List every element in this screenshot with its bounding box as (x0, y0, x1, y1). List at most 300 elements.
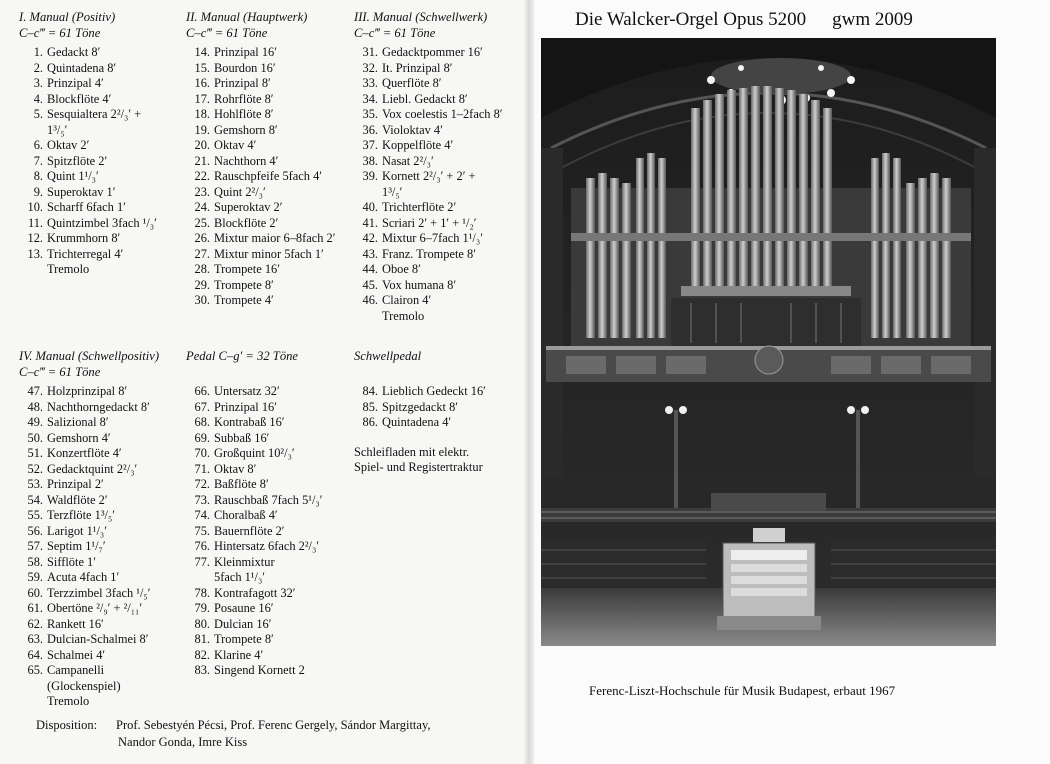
schwellpedal-column (354, 348, 486, 476)
stop-name: Acuta 4fach 1′ (47, 570, 120, 584)
stop-row (354, 231, 503, 247)
stop-number: 65. (27, 663, 43, 677)
stop-name: Septim 1¹/₇′ (47, 539, 106, 553)
stop-row (354, 200, 503, 216)
stop-name: Rauschpfeife 5fach 4′ (214, 169, 322, 183)
stop-row (19, 231, 157, 247)
stop-number: 12. (27, 231, 43, 245)
stop-number: 60. (27, 585, 43, 600)
stop-name: Untersatz 32′ (214, 384, 280, 398)
stop-name: Konzertflöte 4′ (47, 446, 122, 460)
stop-name: Großquint 10²/₃′ (214, 446, 295, 460)
stop-number (354, 185, 382, 201)
stop-name: Trompete 4′ (214, 293, 274, 307)
stop-name: Prinzipal 4′ (47, 76, 104, 90)
stop-name: 1³/₅′ (382, 184, 403, 199)
stop-row (19, 555, 159, 571)
stop-name: Dulcian-Schalmei 8′ (47, 632, 149, 646)
stop-number: 50. (27, 430, 43, 445)
stop-name: Rauschbaß 7fach 5¹/₃′ (214, 492, 323, 507)
stop-name: Gemshorn 4′ (47, 430, 111, 445)
stop-name: Krummhorn 8′ (47, 231, 121, 245)
stop-name: Terzzimbel 3fach ¹/₅′ (47, 585, 151, 600)
stop-name: Mixtur maior 6–8fach 2′ (214, 231, 336, 245)
stop-name: Baßflöte 8′ (214, 477, 269, 491)
stop-row (354, 123, 503, 139)
stop-number: 45. (362, 277, 378, 292)
stop-row (186, 61, 335, 77)
stop-name: Hohlflöte 8′ (214, 107, 274, 121)
stop-row (186, 247, 335, 263)
stop-row (19, 384, 159, 400)
stop-name: Trichterregal 4′ (47, 246, 124, 261)
stop-number: 75. (194, 523, 210, 538)
stop-number: 76. (194, 539, 210, 553)
stop-row (186, 632, 322, 648)
stop-row (354, 138, 503, 154)
stop-number: 78. (194, 585, 210, 600)
stop-row (186, 169, 335, 185)
stop-row (19, 570, 159, 586)
stop-row (186, 107, 335, 123)
stop-name: Superoktav 2′ (214, 200, 283, 214)
stop-name: Scriari 2′ + 1′ + ¹/₂′ (382, 215, 477, 230)
stop-number: 30. (194, 293, 210, 307)
stop-row (186, 76, 335, 92)
stop-number: 13. (27, 246, 43, 261)
stop-name: Salizional 8′ (47, 415, 109, 429)
stop-row (354, 247, 503, 263)
stop-row (186, 431, 322, 447)
stop-name: Kontrafagott 32′ (214, 585, 296, 600)
stop-name: Koppelflöte 4′ (382, 138, 454, 152)
schwellpedal-stops (354, 384, 486, 431)
stop-number: 47. (27, 384, 43, 398)
stop-name: Sifflöte 1′ (47, 554, 96, 569)
stop-number: 53. (27, 477, 43, 491)
stop-row (19, 679, 159, 695)
stop-number: 14. (194, 45, 210, 59)
stop-name: Mixtur 6–7fach 1¹/₃′ (382, 231, 483, 245)
stop-number: 34. (362, 91, 378, 106)
stop-row (19, 477, 159, 493)
stop-row (186, 539, 322, 555)
stop-row (186, 92, 335, 108)
stop-number (186, 570, 214, 586)
stop-row (19, 648, 159, 664)
stop-number: 68. (194, 415, 210, 429)
stop-row (354, 92, 503, 108)
stop-name: Gemshorn 8′ (214, 122, 278, 137)
stop-name: Oktav 8′ (214, 461, 257, 476)
stop-number: 4. (33, 91, 43, 106)
title-main: Die Walcker-Orgel Opus 5200 (575, 9, 807, 30)
stop-row (19, 107, 157, 123)
traktur-note-line2: Spiel- und Registertraktur (354, 460, 483, 474)
stop-row (186, 570, 322, 586)
stop-number: 66. (194, 384, 210, 398)
photo-caption: Ferenc-Liszt-Hochschule für Musik Budapest, erbaut 1967 (589, 683, 896, 698)
stop-number: 17. (194, 91, 210, 106)
stop-number: 19. (194, 122, 210, 137)
stop-number: 22. (194, 169, 210, 183)
stop-name: Obertöne ²/₉′ + ²/₁₁′ (47, 601, 143, 615)
stop-name: Vox humana 8′ (382, 277, 457, 292)
stop-number: 52. (27, 461, 43, 476)
stop-row (19, 431, 159, 447)
stop-row (19, 663, 159, 679)
stop-number: 55. (27, 508, 43, 522)
stop-row (19, 138, 157, 154)
stop-number: 40. (362, 200, 378, 214)
manual-4-column (19, 348, 159, 710)
stop-name: Sesquialtera 2²/₃′ + (47, 107, 142, 121)
stop-name: Quint 2²/₃′ (214, 184, 266, 199)
stop-number: 63. (27, 632, 43, 646)
stop-number: 39. (362, 169, 378, 183)
stop-name: 5fach 1¹/₃′ (214, 570, 265, 584)
stop-number: 71. (194, 461, 210, 476)
manual-1-range: C–c‴ = 61 Töne (19, 26, 101, 40)
stop-number: 74. (194, 508, 210, 522)
stop-name: Nasat 2²/₃′ (382, 153, 434, 168)
stop-number: 10. (27, 200, 43, 214)
manual-4-stops (19, 384, 159, 710)
stop-row (186, 617, 322, 633)
stop-number: 9. (33, 184, 43, 199)
stop-name: Nachthorn 4′ (214, 153, 279, 168)
stop-name: Gedackt 8′ (47, 45, 101, 59)
stop-number: 28. (194, 262, 210, 276)
stop-number: 20. (194, 138, 210, 152)
stop-name: Liebl. Gedackt 8′ (382, 91, 468, 106)
stop-row (186, 446, 322, 462)
stop-name: Gedacktpommer 16′ (382, 45, 483, 59)
stop-name: Rankett 16′ (47, 616, 104, 631)
stop-number: 42. (362, 231, 378, 245)
pedal-title: Pedal C–g′ = 32 Töne (186, 349, 298, 363)
stop-row (19, 694, 159, 710)
stop-row (19, 462, 159, 478)
stop-number: 69. (194, 430, 210, 445)
stop-number: 67. (194, 399, 210, 414)
stop-name: Prinzipal 2′ (47, 477, 104, 491)
stop-row (19, 92, 157, 108)
stop-name: Posaune 16′ (214, 601, 274, 615)
stop-name: Blockflöte 4′ (47, 91, 112, 106)
stop-number: 79. (194, 601, 210, 615)
stop-row (19, 61, 157, 77)
stop-row (186, 231, 335, 247)
stop-number: 56. (27, 523, 43, 538)
stop-name: Vox coelestis 1–2fach 8′ (382, 107, 503, 121)
stop-number: 2. (33, 60, 43, 75)
stop-number: 15. (194, 60, 210, 75)
pedal-column (186, 348, 322, 679)
stop-row (354, 278, 503, 294)
pedal-stops (186, 384, 322, 679)
stop-number: 81. (194, 632, 210, 646)
stop-number: 29. (194, 277, 210, 292)
stop-name: Prinzipal 16′ (214, 399, 277, 414)
stop-number: 82. (194, 647, 210, 662)
stop-row (186, 508, 322, 524)
stop-name: Quintadena 4′ (382, 415, 452, 429)
stop-row (186, 216, 335, 232)
stop-row (186, 278, 335, 294)
stop-number: 21. (194, 153, 210, 168)
stop-number: 7. (33, 153, 43, 168)
stop-row (19, 262, 157, 278)
stop-name: Scharff 6fach 1′ (47, 200, 126, 214)
stop-name: 1³/₅′ (47, 122, 68, 137)
stop-name: Clairon 4′ (382, 293, 432, 307)
stop-name: Bourdon 16′ (214, 60, 276, 75)
stop-number: 26. (194, 231, 210, 245)
stop-number: 18. (194, 107, 210, 121)
stop-row (354, 415, 486, 431)
stop-name: Prinzipal 16′ (214, 45, 277, 59)
stop-name: Spitzgedackt 8′ (382, 399, 459, 414)
stop-name: Trichterflöte 2′ (382, 200, 457, 214)
page-fold (524, 0, 534, 764)
stop-name: It. Prinzipal 8′ (382, 60, 453, 75)
manual-1-stops (19, 45, 157, 278)
stop-name: (Glockenspiel) (47, 678, 121, 693)
stop-number: 62. (27, 616, 43, 631)
stop-row (354, 61, 503, 77)
stop-row (186, 601, 322, 617)
stop-number: 54. (27, 492, 43, 507)
title-gwm: gwm 2009 (832, 9, 913, 30)
stop-name: Lieblich Gedeckt 16′ (382, 384, 486, 398)
stop-row (186, 185, 335, 201)
manual-1-title: I. Manual (Positiv) (19, 10, 116, 24)
stop-row (19, 601, 159, 617)
stop-name: Gedacktquint 2²/₃′ (47, 461, 138, 476)
disposition-label: Disposition: (36, 718, 98, 732)
stop-number: 61. (27, 601, 43, 615)
stop-row (186, 123, 335, 139)
stop-name: Holzprinzipal 8′ (47, 384, 128, 398)
stop-number: 48. (27, 399, 43, 414)
manual-1-column (19, 9, 157, 278)
stop-row (19, 400, 159, 416)
stop-name: Campanelli (47, 663, 105, 677)
stop-number: 36. (362, 122, 378, 137)
stop-name: Oktav 4′ (214, 138, 257, 152)
stop-number: 72. (194, 477, 210, 491)
stop-number: 84. (362, 384, 378, 398)
stop-number: 1. (33, 45, 43, 59)
manual-3-column (354, 9, 503, 324)
stop-row (19, 216, 157, 232)
stop-number: 80. (194, 616, 210, 631)
stop-number: 85. (362, 399, 378, 414)
stop-row (186, 138, 335, 154)
stop-row (186, 493, 322, 509)
stop-row (354, 169, 503, 185)
stop-number: 6. (33, 138, 43, 152)
stop-name: Spitzflöte 2′ (47, 153, 108, 168)
stop-row (19, 632, 159, 648)
stop-name: Rohrflöte 8′ (214, 91, 274, 106)
stop-number: 35. (362, 107, 378, 121)
manual-2-title: II. Manual (Hauptwerk) (186, 10, 308, 24)
stop-row (186, 586, 322, 602)
stop-row (186, 462, 322, 478)
manual-4-title: IV. Manual (Schwellpositiv) (19, 349, 160, 363)
stop-name: Terzflöte 1³/₅′ (47, 508, 116, 522)
stop-row (354, 107, 503, 123)
manual-3-range: C–c‴ = 61 Töne (354, 26, 436, 40)
stop-name: Kontrabaß 16′ (214, 415, 285, 429)
stop-row (186, 293, 335, 309)
stop-name: Blockflöte 2′ (214, 215, 279, 230)
stop-number: 32. (362, 60, 378, 75)
stop-row (186, 262, 335, 278)
disposition-line-2: Nandor Gonda, Imre Kiss (118, 735, 248, 749)
stop-number: 11. (27, 215, 43, 230)
stop-row (19, 586, 159, 602)
stop-row (354, 154, 503, 170)
stop-number: 64. (27, 647, 43, 662)
stop-number: 38. (362, 153, 378, 168)
stop-row (186, 200, 335, 216)
stop-number: 23. (194, 184, 210, 199)
stop-row (354, 293, 503, 309)
disposition-line-1: Prof. Sebestyén Pécsi, Prof. Ferenc Gergely, Sándor Margittay, (116, 718, 431, 732)
stop-name: Trompete 16′ (214, 262, 280, 276)
stop-row (19, 169, 157, 185)
stop-name: Tremolo (47, 262, 90, 276)
schwellpedal-title: Schwellpedal (354, 349, 422, 363)
stop-row (354, 400, 486, 416)
stop-name: Tremolo (47, 694, 90, 708)
stop-row (186, 45, 335, 61)
stop-name: Choralbaß 4′ (214, 508, 278, 522)
stop-number: 51. (27, 446, 43, 460)
stop-row (19, 247, 157, 263)
stop-name: Quintzimbel 3fach ¹/₃′ (47, 215, 157, 230)
stop-number (19, 123, 47, 139)
stop-name: Kornett 2²/₃′ + 2′ + (382, 169, 476, 183)
stop-row (186, 555, 322, 571)
stop-number: 59. (27, 570, 43, 584)
stop-name: Singend Kornett 2 (214, 663, 305, 677)
stop-number: 44. (362, 262, 378, 276)
stop-row (354, 45, 503, 61)
stop-row (19, 539, 159, 555)
stop-number (19, 262, 47, 278)
stop-row (354, 185, 503, 201)
stop-number: 43. (362, 246, 378, 261)
stop-name: Nachthorngedackt 8′ (47, 399, 150, 414)
stop-name: Schalmei 4′ (47, 647, 106, 662)
stop-number: 3. (33, 76, 43, 90)
stop-row (186, 154, 335, 170)
stop-row (186, 524, 322, 540)
stop-name: Prinzipal 8′ (214, 76, 271, 90)
stop-row (19, 508, 159, 524)
stop-row (354, 76, 503, 92)
stop-name: Superoktav 1′ (47, 184, 116, 199)
stop-name: Mixtur minor 5fach 1′ (214, 246, 324, 261)
stop-name: Trompete 8′ (214, 632, 274, 646)
stop-number: 83. (194, 663, 210, 677)
stop-row (19, 154, 157, 170)
stop-number: 77. (194, 554, 210, 569)
stop-name: Subbaß 16′ (214, 430, 270, 445)
stop-row (186, 384, 322, 400)
stop-number: 16. (194, 76, 210, 90)
stop-row (19, 185, 157, 201)
stop-row (19, 617, 159, 633)
stop-row (186, 400, 322, 416)
stop-number (19, 679, 47, 695)
stop-name: Larigot 1¹/₃′ (47, 523, 107, 538)
stop-name: Violoktav 4′ (382, 122, 443, 137)
stop-number (354, 309, 382, 325)
stop-name: Oboe 8′ (382, 262, 421, 276)
stop-row (354, 262, 503, 278)
stop-number: 41. (362, 215, 378, 230)
stop-number: 57. (27, 539, 43, 553)
manual-2-stops (186, 45, 335, 309)
stop-row (186, 477, 322, 493)
organ-photo (541, 38, 996, 646)
stop-name: Trompete 8′ (214, 277, 274, 292)
stop-row (19, 493, 159, 509)
stop-row (19, 446, 159, 462)
stop-number: 73. (194, 492, 210, 507)
stop-number: 31. (362, 45, 378, 59)
stop-name: Klarine 4′ (214, 647, 264, 662)
stop-name: Waldflöte 2′ (47, 492, 108, 507)
stop-name: Dulcian 16′ (214, 616, 272, 631)
stop-number (19, 694, 47, 710)
stop-row (19, 415, 159, 431)
manual-2-range: C–c‴ = 61 Töne (186, 26, 268, 40)
manual-2-column (186, 9, 335, 309)
stop-name: Kleinmixtur (214, 554, 275, 569)
stop-row (354, 216, 503, 232)
stop-number: 8. (33, 169, 43, 183)
manual-3-stops (354, 45, 503, 324)
stop-name: Quintadena 8′ (47, 60, 117, 75)
stop-number: 24. (194, 200, 210, 214)
stop-row (19, 76, 157, 92)
stop-number: 46. (362, 293, 378, 307)
stop-number: 58. (27, 554, 43, 569)
stop-number: 49. (27, 415, 43, 429)
page-title (575, 9, 913, 31)
traktur-note-line1: Schleifladen mit elektr. (354, 444, 470, 459)
stop-name: Franz. Trompete 8′ (382, 246, 476, 261)
stop-name: Bauernflöte 2′ (214, 523, 285, 538)
stop-number: 5. (33, 107, 43, 121)
stop-number: 33. (362, 76, 378, 90)
stop-row (354, 309, 503, 325)
manual-3-title: III. Manual (Schwellwerk) (354, 10, 488, 24)
stop-number: 86. (362, 415, 378, 429)
stop-name: Oktav 2′ (47, 138, 90, 152)
stop-name: Hintersatz 6fach 2²/₃′ (214, 539, 320, 553)
stop-row (19, 524, 159, 540)
stop-name: Querflöte 8′ (382, 76, 442, 90)
stop-name: Quint 1¹/₃′ (47, 169, 99, 183)
stop-row (186, 663, 322, 679)
